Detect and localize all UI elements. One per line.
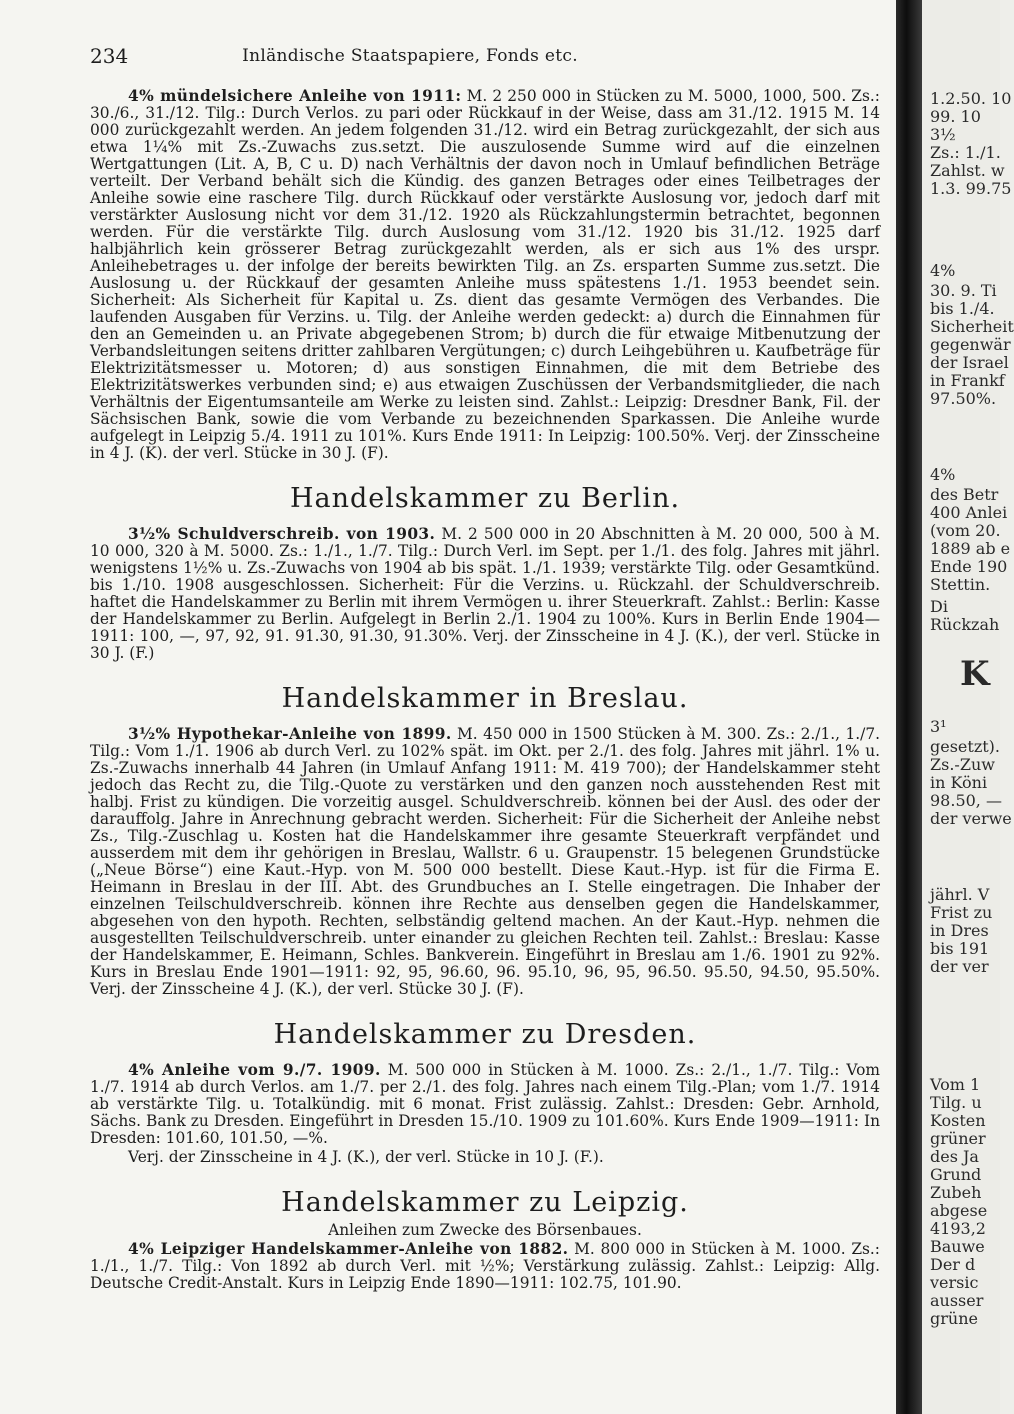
bond-text: M. 2 250 000 in Stücken zu M. 5000, 1000, 500. Zs.: 30./6., 31./12. Tilg.: Durch Verlos. zu pari oder Rückkauf in der Weise, dass am 31./12. 1915 M. 14 000 zurückgezahlt werden. An jedem folgenden 31./12. wird ein Betrag zurückgezahlt, der sich aus etwa 1¼% mit Zs.-Zuwachs zus.setzt. Die auszulosende Summe wird auf die einzelnen Wertgattungen (Lit. A, B, C u. D) nach Verhältnis der davon noch in Umlauf befindlichen Beträge verteilt. Der Verband behält sich die Kündig. des ganzen Betrages oder eines Teilbetrages der Anleihe sowie eine raschere Tilg. durch Rückkauf oder verstärkte Auslosung vor, jedoch darf mit verstärkter Auslosung nicht vor dem 31./12. 1920 als Rückzahlungstermin betrachtet, begonnen werden. Für die verstärkte Tilg. durch Auslosung vom 31./12. 1920 bis 31./12. 1925 darf halbjährlich kein grösserer Betrag zurückgezahlt werden, als er sich aus 1% des urspr. Anleihebetrages u. der infolge der bereits bewirkten Tilg. an Zs. ersparten Summe zus.setzt. Die Auslosung u. der Rückkauf der gesamten Anleihe muss spätestens 1./1. 1953 beendet sein. Sicherheit: Als Sicherheit für Kapital u. Zs. dient das gesamte Vermögen des Verbandes. Die laufenden Ausgaben für Verzins. u. Tilg. der Anleihe werden gedeckt: a) durch die Einnahmen für den an Gemeinden u. an Private abgegebenen Strom; b) durch die für etwaige Mitbenutzung der Verbandsleitungen seitens dritter zahlbaren Vergütungen; c) durch Leihgebühren u. Kaufbeträge für Elektrizitätsmesser u. Motoren; d) aus sonstigen Einnahmen, die mit dem Betriebe des Elektrizitätswerkes verbunden sind; e) aus etwaigen Zuschüssen der Verbandsmitglieder, die nach Verhältnis der Eigentumsanteile am Werke zu leisten sind. Zahlst.: Leipzig: Dresdner Bank, Fil. der Sächsischen Bank, sowie die vom Verbande zu bezeichnenden Sparkassen. Die Anleihe wurde aufgelegt in Leipzig 5./4. 1911 zu 101%. Kurs Ende 1911: In Leipzig: 100.50%. Verj. der Zinsscheine in 4 J. (K). der verl. Stücke in 30 J. (F). (90, 87, 880, 462)
neighbor-fragment: Zs.: 1./1. (930, 143, 1001, 162)
neighbor-fragment: Tilg. u (930, 1093, 982, 1112)
neighbor-fragment: bis 191 (930, 939, 990, 958)
section-title: Handelskammer in Breslau. (281, 683, 689, 714)
neighbor-fragment: ausser (930, 1291, 984, 1310)
neighbor-fragment: Kosten (930, 1111, 986, 1130)
neighbor-fragment: der ver (930, 957, 989, 976)
neighbor-fragment: bis 1./4. (930, 299, 995, 318)
neighbor-heading-fragment: K (960, 654, 990, 694)
neighbor-fragment: grüne (930, 1309, 978, 1328)
bond-entry (90, 1062, 880, 1147)
bond-entry-note (90, 1149, 880, 1166)
neighbor-fragment: grüner (930, 1129, 986, 1148)
neighbor-fragment: gesetzt). (930, 737, 1001, 756)
bond-entry (90, 88, 880, 462)
neighbor-fragment: Bauwe (930, 1237, 985, 1256)
neighbor-fragment: des Ja (930, 1147, 979, 1166)
section-subtitle: Anleihen zum Zwecke des Börsenbaues. (328, 1221, 642, 1239)
section-title: Handelskammer zu Leipzig. (281, 1187, 689, 1218)
neighbor-fragment: 3½ (930, 125, 956, 144)
bond-text: M. 2 500 000 in 20 Abschnitten à M. 20 000, 500 à M. 10 000, 320 à M. 5000. Zs.: 1./1., 1./7. Tilg.: Durch Verl. im Sept. per 1./1. des folg. Jahres mit jährl. wenigstens 1½% u. Zs.-Zuwachs von 1904 ab bis spät. 1./1. 1939; verstärkte Tilg. oder Gesamtkünd. bis 1./10. 1908 ausgeschlossen. Sicherheit: Für die Verzins. u. Rückzahl. der Schuldverschreib. haftet die Handelskammer zu Berlin mit ihrem Vermögen u. ihrer Steuerkraft. Zahlst.: Berlin: Kasse der Handelskammer zu Berlin. Aufgelegt in Berlin 2./1. 1904 zu 100%. Kurs in Berlin Ende 1904—1911: 100, —, 97, 92, 91. 91.30, 91.30, 91.30%. Verj. der Zinsscheine in 4 J. (K.), der verl. Stücke in 30 J. (F.) (90, 525, 880, 662)
neighbor-fragment: 97.50%. (930, 389, 997, 408)
book-gutter (896, 0, 922, 1414)
neighbor-fragment: 400 Anlei (930, 503, 1008, 522)
bond-text: Verj. der Zinsscheine in 4 J. (K.), der verl. Stücke in 10 J. (F.). (128, 1148, 604, 1166)
section-title: Handelskammer zu Dresden. (273, 1019, 697, 1050)
neighbor-fragment: 1.3. 99.75 (930, 179, 1012, 198)
neighbor-fragment: 1889 ab e (930, 539, 1011, 558)
neighbor-fragment: Zubeh (930, 1183, 982, 1202)
neighbor-fragment: Vom 1 (930, 1075, 981, 1094)
bond-entry (90, 526, 880, 662)
neighbor-fragment: 98.50, — (930, 791, 1002, 810)
neighbor-fragment: 4% (930, 465, 956, 484)
bond-entry (90, 726, 880, 998)
neighbor-fragment: Stettin. (930, 575, 991, 594)
section-title: Handelskammer zu Berlin. (289, 483, 681, 514)
bond-entry (90, 1241, 880, 1292)
bond-text: M. 800 000 in Stücken à M. 1000. Zs.: 1./1., 1./7. Tilg.: Von 1892 ab durch Verl. mit ½%; Verstärkung zulässig. Zahlst.: Leipzig: Allg. Deutsche Credit-Anstalt. Kurs in Leipzig Ende 1890—1911: 102.75, 101.90. (90, 1240, 880, 1292)
neighbor-fragment: in Dres (930, 921, 989, 940)
neighbor-fragment: Di (930, 597, 948, 616)
neighbor-fragment: 4% (930, 261, 956, 280)
adjacent-page-strip (922, 0, 1014, 1414)
neighbor-fragment: Rückzah (930, 615, 1000, 634)
neighbor-fragment: 4193,2 (930, 1219, 986, 1238)
neighbor-fragment: Zahlst. w (930, 161, 1005, 180)
bond-lead: 3½% Hypothekar-Anleihe von 1899. (128, 725, 452, 743)
neighbor-fragment: Ende 190 (930, 557, 1008, 576)
neighbor-fragment: 3¹ (930, 717, 947, 736)
neighbor-fragment: Zs.-Zuw (930, 755, 995, 774)
neighbor-fragment: Sicherheit (930, 317, 1014, 336)
neighbor-fragment: in Köni (930, 773, 988, 792)
text-column (90, 88, 880, 1292)
neighbor-fragment: in Frankf (930, 371, 1005, 390)
neighbor-fragment: der Israel (930, 353, 1009, 372)
bond-text: M. 450 000 in 1500 Stücken à M. 300. Zs.: 2./1., 1./7. Tilg.: Vom 1./1. 1906 ab durch Verl. zu 102% spät. im Okt. per 2./1. des folg. Jahres mit jährl. 1% u. Zs.-Zuwachs innerhalb 44 Jahren (in Umlauf Anfang 1911: M. 419 700); der Handelskammer steht jedoch das Recht zu, die Tilg.-Quote zu verstärken und den ganzen noch ausstehenden Rest mit halbj. Frist zu kündigen. Die vorzeitig ausgel. Schuldverschreib. können bei der Ausl. des oder der darauffolg. Jahre in Anrechnung gebracht werden. Sicherheit: Für die Sicherheit der Anleihe nebst Zs., Tilg.-Zuschlag u. Kosten hat die Handelskammer ihre gesamte Steuerkraft verpfändet und ausserdem mit dem ihr gehörigen in Breslau, Wallstr. 6 u. Graupenstr. 15 belegenen Grundstücke („Neue Börse“) eine Kaut.-Hyp. von M. 500 000 bestellt. Diese Kaut.-Hyp. ist für die Firma E. Heimann in Breslau in der III. Abt. des Grundbuches an I. Stelle eingetragen. Die Inhaber der einzelnen Teilschuldverschreib. können ihre Rechte aus denselben gegen die Handelskammer, abgesehen von den hypoth. Rechten, selbständig geltend machen. An der Kaut.-Hyp. nehmen die ausgestellten Teilschuldverschreib. unter einander zu gleichen Rechten teil. Zahlst.: Breslau: Kasse der Handelskammer, E. Heimann, Schles. Bankverein. Eingeführt in Breslau am 1./6. 1901 zu 92%. Kurs in Breslau Ende 1901—1911: 92, 95, 96.60, 96. 95.10, 96, 95, 96.50. 95.50, 94.50, 95.50%. Verj. der Zinsscheine 4 J. (K.), der verl. Stücke 30 J. (F). (90, 725, 881, 998)
running-head: Inländische Staatspapiere, Fonds etc. (242, 46, 578, 66)
neighbor-fragment: des Betr (930, 485, 999, 504)
bond-lead: 3½% Schuldverschreib. von 1903. (128, 525, 436, 543)
neighbor-fragment: gegenwär (930, 335, 1011, 354)
neighbor-fragment: Grund (930, 1165, 982, 1184)
neighbor-fragment: Frist zu (930, 903, 993, 922)
bond-text: M. 500 000 in Stücken à M. 1000. Zs.: 2./1., 1./7. Tilg.: Vom 1./7. 1914 ab durch Verlos. am 1./7. per 2./1. des folg. Jahres nach einem Tilg.-Plan; vom 1./7. 1914 ab verstärkte Tilg. u. Totalkündig. mit 6 monat. Frist zulässig. Zahlst.: Dresden: Gebr. Arnhold, Sächs. Bank zu Dresden. Eingeführt in Dresden 15./10. 1909 zu 101.60%. Kurs Ende 1909—1911: In Dresden: 101.60, 101.50, —%. (90, 1061, 880, 1147)
neighbor-fragment: 99. 10 (930, 107, 981, 126)
neighbor-fragment: jährl. V (930, 885, 990, 904)
neighbor-fragment: abgese (930, 1201, 988, 1220)
bond-lead: 4% mündelsichere Anleihe von 1911: (128, 87, 462, 105)
neighbor-fragment: 1.2.50. 10 (930, 89, 1012, 108)
neighbor-fragment: 30. 9. Ti (930, 281, 997, 300)
neighbor-fragment: der verwe (930, 809, 1012, 828)
neighbor-fragment: Der d (930, 1255, 976, 1274)
bond-lead: 4% Anleihe vom 9./7. 1909. (128, 1061, 381, 1079)
neighbor-fragment: (vom 20. (930, 521, 1001, 540)
page-header (0, 44, 900, 74)
bond-lead: 4% Leipziger Handelskammer-Anleihe von 1882. (128, 1240, 569, 1258)
page-number: 234 (90, 44, 129, 68)
neighbor-fragment: versic (930, 1273, 979, 1292)
